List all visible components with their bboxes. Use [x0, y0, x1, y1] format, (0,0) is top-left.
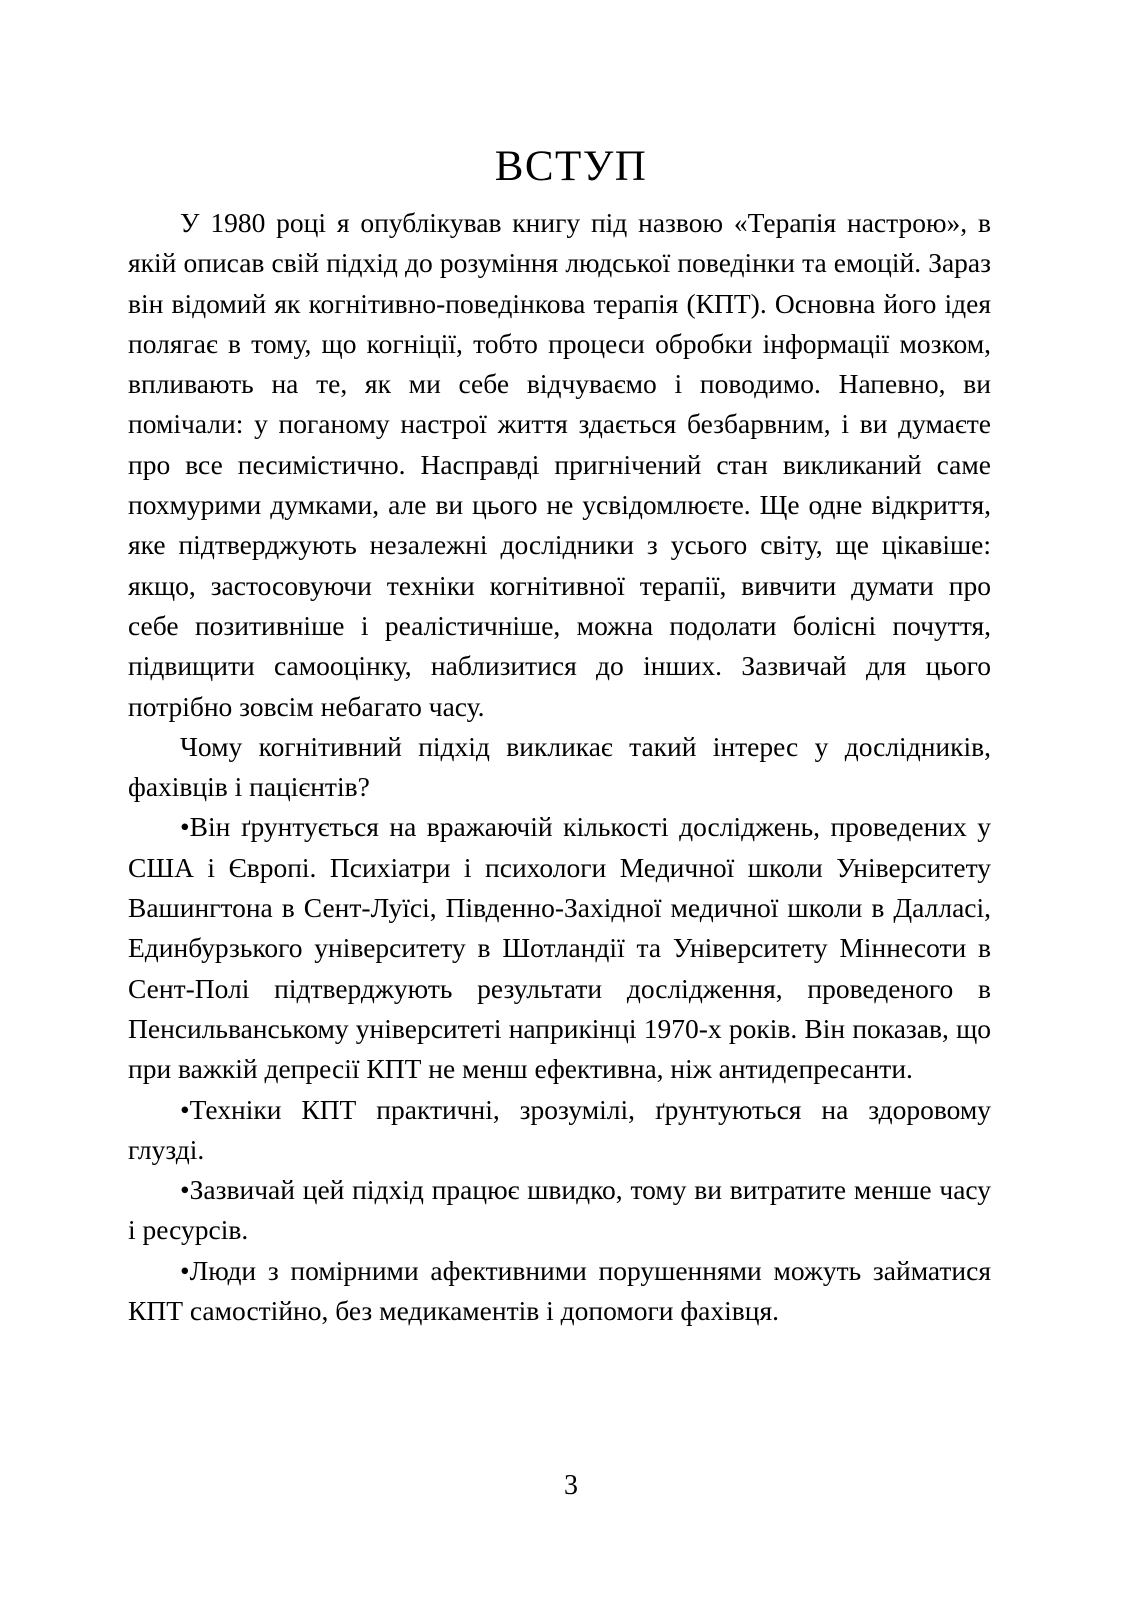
page-number: 3 [564, 1470, 578, 1501]
bullet-dot-icon: • [180, 1174, 190, 1206]
body-bullet-item [128, 1170, 991, 1251]
bullet-item-text: Люди з помірними афективними порушеннями можуть займатися КПТ самостійно, без медикаментів і допомоги фахівця. [128, 1254, 991, 1327]
bullet-dot-icon: • [180, 1093, 190, 1125]
bullet-dot-icon: • [180, 1254, 190, 1286]
bullet-dot-icon: • [180, 811, 190, 843]
body-paragraph: Чому когнітивний підхід викликає такий інтерес у дослідників, фахівців і пацієнтів? [128, 730, 991, 803]
body-text-block [128, 203, 991, 1331]
bullet-item-text: Зазвичай цей підхід працює швидко, тому ви витратите менше часу і ресурсів. [128, 1174, 991, 1246]
body-bullet-item [128, 1090, 991, 1171]
body-paragraph: У 1980 році я опублікував книгу під назвою «Терапія настрою», в якій описав свій підхід до розуміння людської поведінки та емоцій. Зараз він відомий як когнітивно-поведінкова терапія (КПТ). Основна його ідея полягає в тому, що когніції, тобто процеси обробки інформації мозком, впливають на те, як ми себе відчуваємо і поводимо. Напевно, ви помічали: у поганому настрої життя здається безбарвним, і ви думаєте про все песимістично. Насправді пригнічений стан викликаний саме похмурими думками, але ви цього не усвідомлюєте. Ще одне відкриття, яке підтверджують незалежні дослідники з усього світу, ще цікавіше: якщо, застосовуючи техніки когнітивної терапії, вивчити думати про себе позитивніше і реалістичніше, можна подолати болісні почуття, підвищити самооцінку, наблизитися до інших. Зазвичай для цього потрібно зовсім небагато часу. [128, 207, 991, 722]
bullet-item-text: Він ґрунтується на вражаючій кількості досліджень, проведених у США і Європі. Психіатри і психологи Медичної школи Університету Вашингтона в Сент-Луїсі, Південно-Західної медичної школи в Далласі, Единбурзького університету в Шотландії та Університету Міннесоти в Сент-Полі підтверджують результати дослідження, проведеного в Пенсильванському університеті наприкінці 1970-х років. Він показав, що при важкій депресії КПТ не менш ефективна, ніж антидепресанти. [128, 811, 991, 1085]
page-title: ВСТУП [494, 142, 648, 190]
bullet-item-text: Техніки КПТ практичні, зрозумілі, ґрунтуються на здоровому глузді. [128, 1093, 991, 1165]
body-bullet-item [128, 1251, 991, 1332]
body-bullet-item [128, 807, 991, 1089]
